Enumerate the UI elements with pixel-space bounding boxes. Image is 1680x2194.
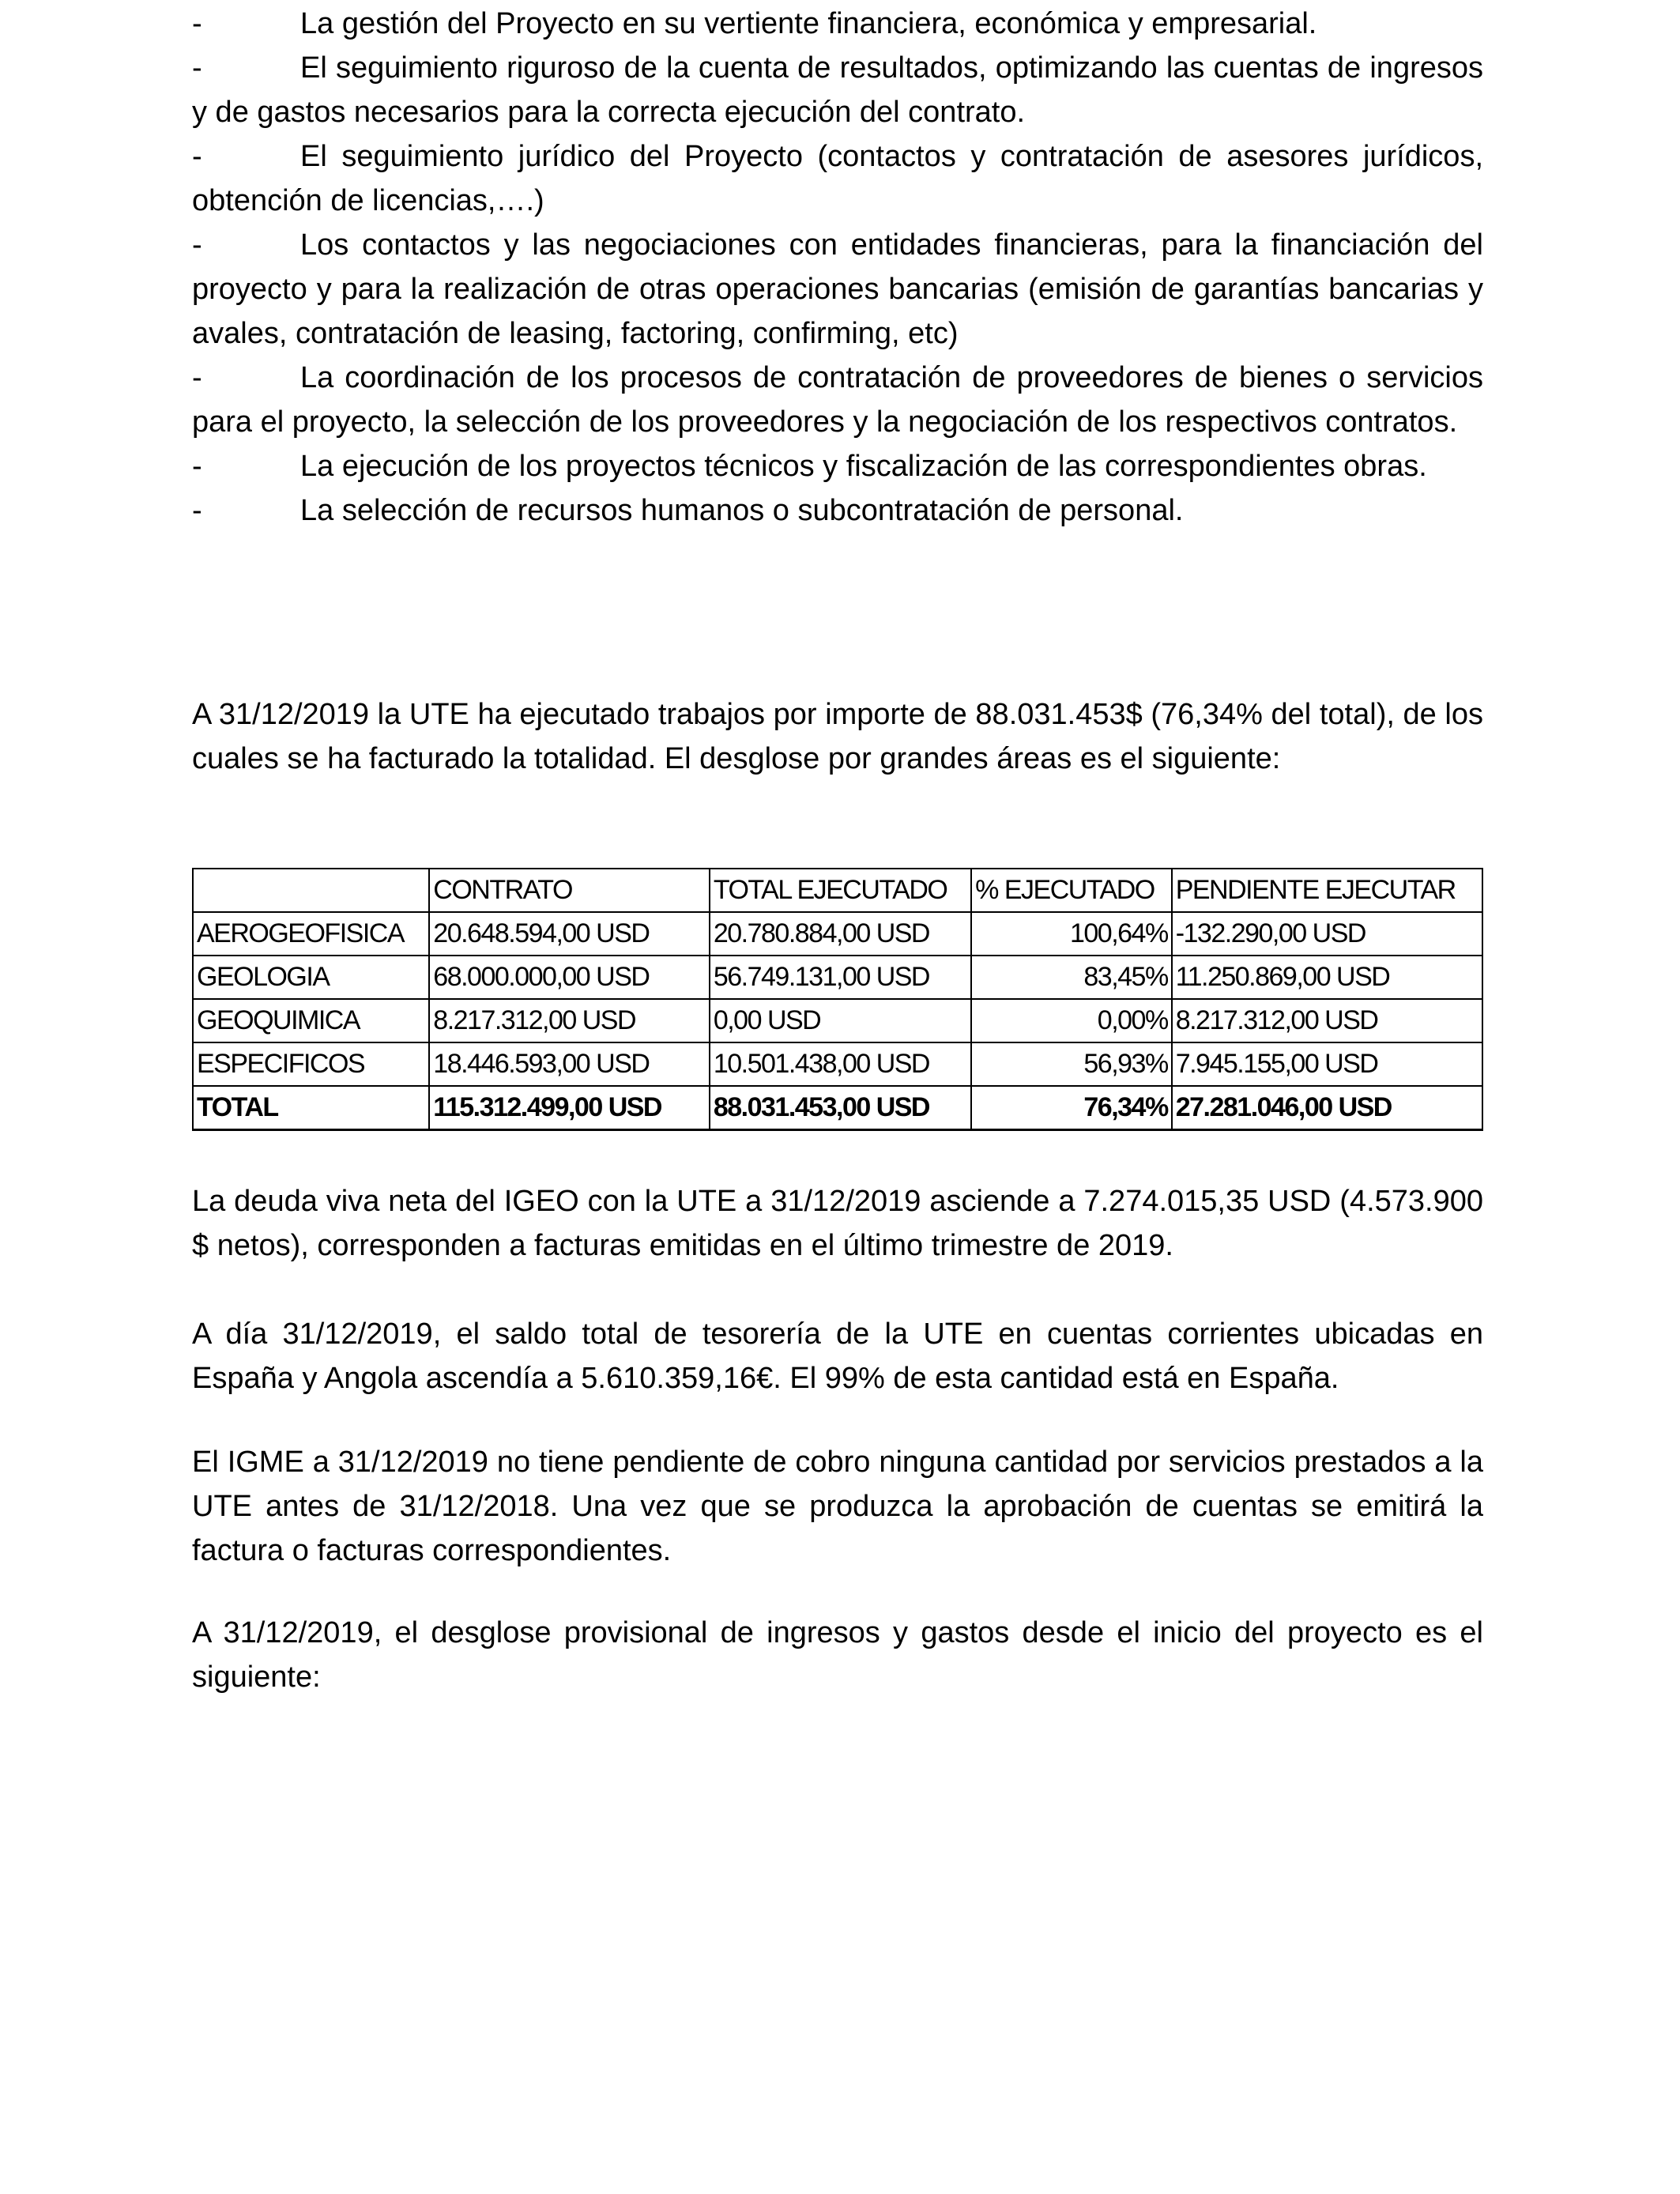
treasury-paragraph: A día 31/12/2019, el saldo total de tesorería de la UTE en cuentas corrientes ubicadas en España y Angola ascendía a 5.610.359,16€. El 99% de esta cantidad está en España. [192,1318,1483,1395]
table-cell-percent: 83,45% [971,956,1172,999]
table-cell-contrato: 115.312.499,00 USD [429,1086,710,1130]
list-item [192,223,1483,356]
table-cell-ejecutado: 88.031.453,00 USD [710,1086,971,1130]
table-cell-pendiente: 27.281.046,00 USD [1172,1086,1482,1130]
table-cell-percent: 76,34% [971,1086,1172,1130]
table-cell-contrato: 8.217.312,00 USD [429,999,710,1042]
debt-paragraph: La deuda viva neta del IGEO con la UTE a 31/12/2019 asciende a 7.274.015,35 USD (4.573.900 $ netos), corresponden a facturas emitidas en el último trimestre de 2019. [192,1185,1483,1262]
list-item [192,134,1483,223]
executed-paragraph: A 31/12/2019 la UTE ha ejecutado trabajos por importe de 88.031.453$ (76,34% del total), de los cuales se ha facturado la totalidad. El desglose por grandes áreas es el siguiente: [192,698,1483,775]
table-cell-percent: 0,00% [971,999,1172,1042]
list-dash: - [192,140,202,173]
list-dash: - [192,51,202,85]
igme-paragraph: El IGME a 31/12/2019 no tiene pendiente de cobro ninguna cantidad por servicios prestados a la UTE antes de 31/12/2018. Una vez que se produzca la aprobación de cuentas se emitirá la factura o facturas correspondientes. [192,1446,1483,1567]
breakdown-paragraph: A 31/12/2019, el desglose provisional de ingresos y gastos desde el inicio del proyecto es el siguiente: [192,1616,1483,1694]
table-row [193,956,1482,999]
table-header-cell: PENDIENTE EJECUTAR [1172,869,1482,912]
list-item [192,46,1483,134]
table-cell-percent: 100,64% [971,912,1172,956]
list-item-text: La selección de recursos humanos o subcontratación de personal. [300,494,1184,527]
list-item-text: La coordinación de los procesos de contratación de proveedores de bienes o servicios para el proyecto, la selección de los proveedores y la negociación de los respectivos contratos. [192,361,1483,439]
table-header-cell: TOTAL EJECUTADO [710,869,971,912]
list-item-text: El seguimiento riguroso de la cuenta de resultados, optimizando las cuentas de ingresos y de gastos necesarios para la correcta ejecución del contrato. [192,51,1483,129]
list-dash: - [192,450,202,483]
list-dash: - [192,7,202,40]
table-cell-pendiente: 7.945.155,00 USD [1172,1042,1482,1086]
table-header-cell [193,869,429,912]
table-header-cell: CONTRATO [429,869,710,912]
table-cell-area: GEOLOGIA [193,956,429,999]
table-row [193,1042,1482,1086]
list-item-text: El seguimiento jurídico del Proyecto (contactos y contratación de asesores jurídicos, obtención de licencias,….) [192,140,1483,217]
table-cell-contrato: 18.446.593,00 USD [429,1042,710,1086]
table-cell-contrato: 20.648.594,00 USD [429,912,710,956]
table-row [193,912,1482,956]
list-item-text: La gestión del Proyecto en su vertiente financiera, económica y empresarial. [300,7,1317,40]
list-dash: - [192,361,202,394]
table-cell-ejecutado: 56.749.131,00 USD [710,956,971,999]
table-total-row [193,1086,1482,1130]
list-dash: - [192,228,202,262]
table-row [193,999,1482,1042]
table-cell-pendiente: 11.250.869,00 USD [1172,956,1482,999]
list-item-text: La ejecución de los proyectos técnicos y fiscalización de las correspondientes obras. [300,450,1427,483]
table-cell-ejecutado: 20.780.884,00 USD [710,912,971,956]
table-cell-area: AEROGEOFISICA [193,912,429,956]
table-cell-percent: 56,93% [971,1042,1172,1086]
table-header-cell: % EJECUTADO [971,869,1172,912]
table-header-row [193,869,1482,912]
table-cell-area: ESPECIFICOS [193,1042,429,1086]
list-dash: - [192,494,202,527]
table-cell-pendiente: 8.217.312,00 USD [1172,999,1482,1042]
table-cell-area: TOTAL [193,1086,429,1130]
list-item [192,488,1483,533]
list-item [192,444,1483,488]
list-item-text: Los contactos y las negociaciones con entidades financieras, para la financiación del proyecto y para la realización de otras operaciones bancarias (emisión de garantías bancarias y avales, contratación de leasing, factoring, confirming, etc) [192,228,1483,350]
list-item [192,356,1483,444]
responsibilities-list [192,2,1483,533]
table-cell-contrato: 68.000.000,00 USD [429,956,710,999]
list-item [192,2,1483,46]
table-cell-ejecutado: 0,00 USD [710,999,971,1042]
table-cell-pendiente: -132.290,00 USD [1172,912,1482,956]
table-cell-ejecutado: 10.501.438,00 USD [710,1042,971,1086]
table-cell-area: GEOQUIMICA [193,999,429,1042]
execution-summary-table [192,868,1483,1131]
